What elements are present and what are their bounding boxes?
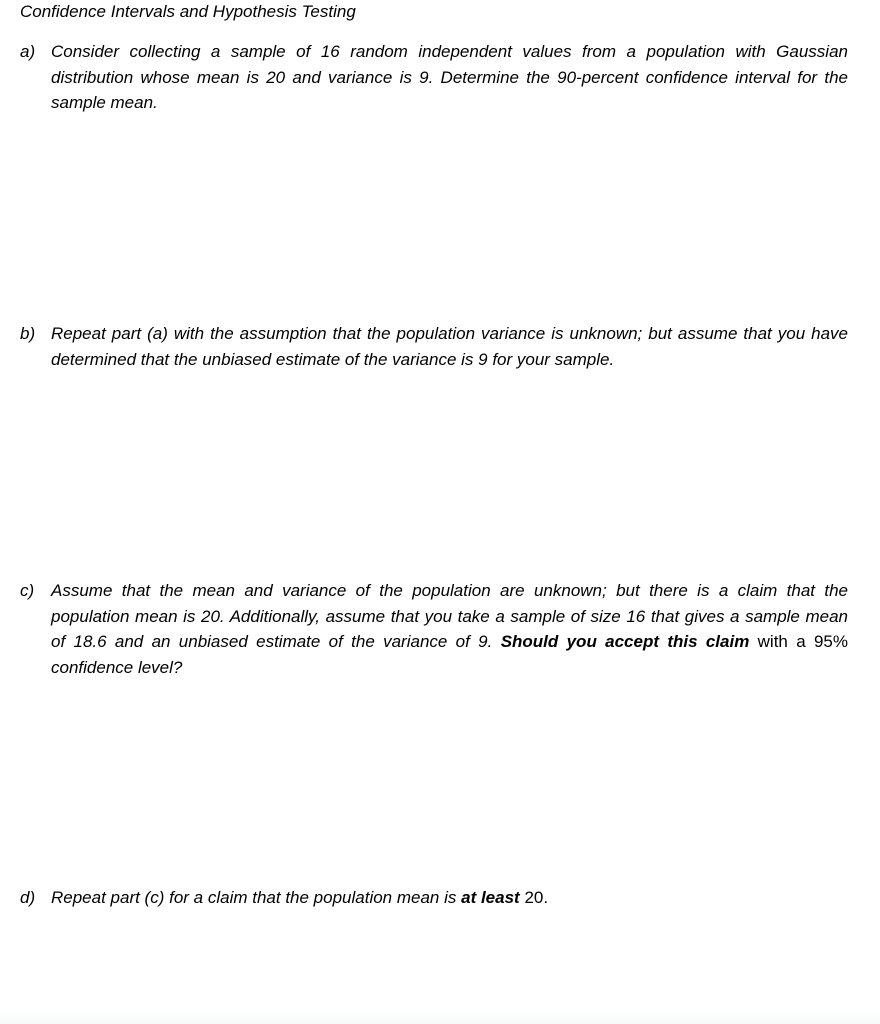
question-text-bold: at least [461,888,520,907]
question-text [51,885,848,911]
question-text: Consider collecting a sample of 16 random independent values from a population with Gaussian distribution whose mean is 20 and variance is 9. Determine the 90-percent confidence interval for the sample mean. [51,42,848,112]
question-d [20,885,848,911]
question-c [20,578,848,680]
question-text [51,578,848,680]
question-text-plain-end: 20. [524,888,549,907]
question-text-plain: Repeat part (c) for a claim that the population mean is [51,888,457,907]
question-marker: a) [20,42,36,61]
question-text-bold: Should you accept this claim [500,632,750,651]
question-text-plain: Assume that the mean and variance of the population are unknown; but there is a claim that the population mean is 20. Additionally, assume that you take a sample of size 16 that gives a sample mean of 18.6 and an unbiased estimate of the variance of 9. [51,581,848,651]
question-text: Repeat part (a) with the assumption that the population variance is unknown; but assume that you have determined that the unbiased estimate of the variance is 9 for your sample. [51,324,848,369]
page-bottom-edge [0,1010,880,1024]
document-title: Confidence Intervals and Hypothesis Testing [20,2,356,21]
question-a [20,39,848,116]
question-marker: c) [20,581,35,600]
question-text-plain-end: confidence level? [51,657,183,677]
question-text-upright: with a 95% [757,632,848,651]
question-marker: b) [20,324,36,343]
question-marker: d) [20,888,36,907]
question-b [20,321,848,372]
